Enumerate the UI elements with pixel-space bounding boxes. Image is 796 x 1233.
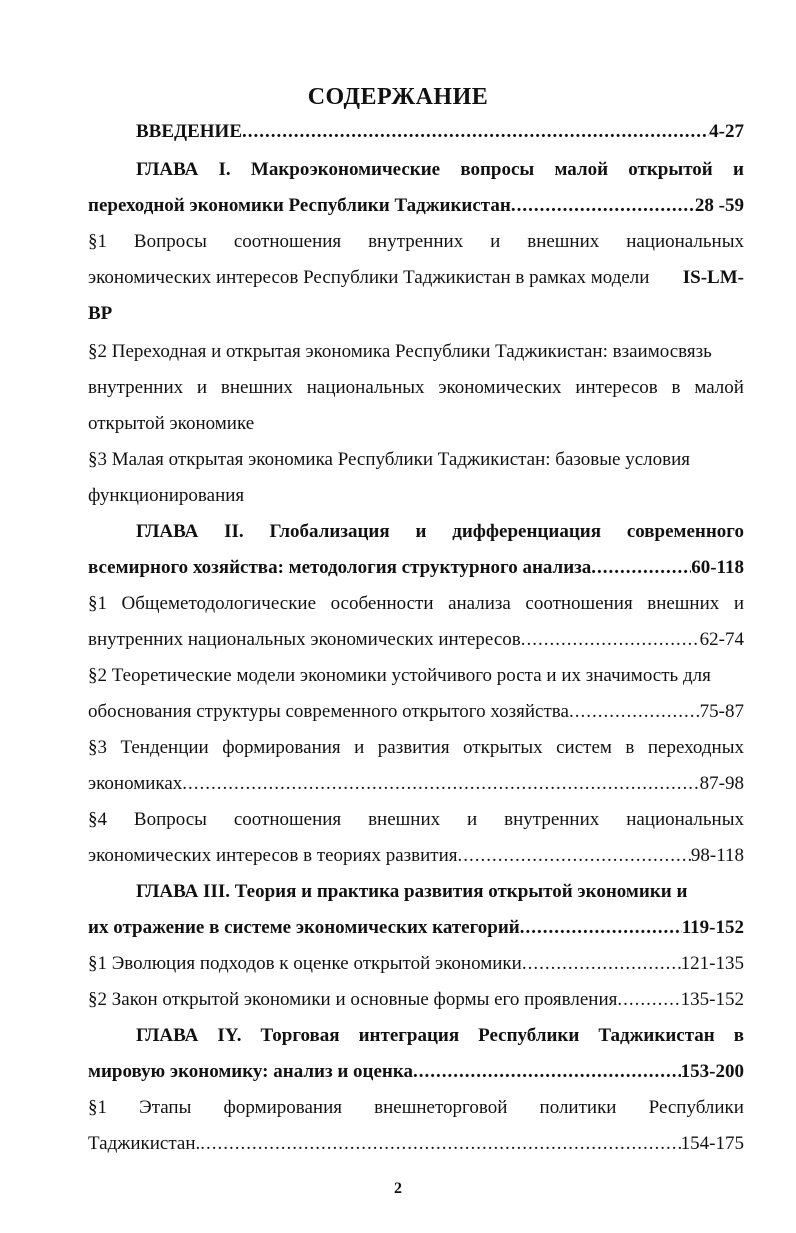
leader-dots xyxy=(520,916,682,940)
leader-dots xyxy=(200,1132,680,1156)
word: в xyxy=(733,1025,744,1046)
word: национальных xyxy=(626,809,744,830)
toc-page-range: 153-200 xyxy=(680,1061,744,1082)
toc-entry-text: §2 Закон открытой экономики и основные формы его проявления xyxy=(88,989,618,1010)
word: внутренних xyxy=(88,377,184,398)
word: Республики xyxy=(478,1025,580,1046)
word: ГЛАВА xyxy=(136,1025,199,1046)
word: внешних xyxy=(220,377,293,398)
page-title: СОДЕРЖАНИЕ xyxy=(307,84,489,110)
word: национальных xyxy=(626,231,744,252)
word: §3 xyxy=(88,737,107,758)
toc-entry-text: Таджикистан. xyxy=(88,1133,201,1154)
leader-dots xyxy=(182,772,699,796)
word: в xyxy=(671,377,681,398)
word: §1 xyxy=(88,593,107,614)
word: дифференциация xyxy=(452,521,602,542)
toc-section-2-2-line-2 xyxy=(88,700,744,724)
word: ГЛАВА xyxy=(136,521,199,542)
toc-section-3-1 xyxy=(88,952,744,976)
toc-section-1-3-line-1: §3 Малая открытая экономика Республики Таджикистан: базовые условия xyxy=(88,449,690,470)
toc-chapter-3-line-2 xyxy=(88,916,744,940)
toc-section-1-1-line-1 xyxy=(88,230,744,254)
leader-dots xyxy=(413,1060,681,1084)
word: анализа xyxy=(448,593,511,614)
leader-dots xyxy=(242,120,709,144)
toc-section-4-1-line-2 xyxy=(88,1132,744,1156)
toc-section-3-2 xyxy=(88,988,744,1012)
toc-entry-text: их отражение в системе экономических категорий xyxy=(88,917,520,938)
word: внешних xyxy=(368,809,441,830)
word: Торговая xyxy=(260,1025,340,1046)
word: §1 xyxy=(88,1097,107,1118)
leader-dots xyxy=(522,952,681,976)
leader-dots xyxy=(617,988,680,1012)
leader-dots xyxy=(591,556,691,580)
word: внешних xyxy=(647,593,720,614)
toc-chapter-3-line-1: ГЛАВА III. Теория и практика развития открытой экономики и xyxy=(136,881,688,902)
toc-section-2-4-line-1 xyxy=(88,808,744,832)
word: и xyxy=(733,593,744,614)
word: и xyxy=(732,159,744,180)
toc-section-1-3-line-2: функционирования xyxy=(88,485,245,506)
word: внешних xyxy=(527,231,600,252)
toc-section-1-1-line-3: BP xyxy=(88,303,113,324)
word: интересов xyxy=(575,377,658,398)
word: внешнеторговой xyxy=(374,1097,508,1118)
toc-chapter-2-line-2 xyxy=(88,556,744,580)
model-name: IS-LM- xyxy=(682,267,744,288)
toc-section-2-2-line-1: §2 Теоретические модели экономики устойчивого роста и их значимость для xyxy=(88,665,711,686)
word: соотношения xyxy=(233,809,342,830)
word: Тенденции xyxy=(120,737,209,758)
word: Глобализация xyxy=(269,521,390,542)
toc-section-2-1-line-1 xyxy=(88,592,744,616)
leader-dots xyxy=(458,844,691,868)
word: §4 xyxy=(88,809,107,830)
toc-page-range: 75-87 xyxy=(699,701,744,722)
toc-page-range: 28 -59 xyxy=(694,195,744,216)
word: и xyxy=(467,809,478,830)
word: II. xyxy=(224,521,244,542)
word: развития xyxy=(377,737,450,758)
word: Общеметодологические xyxy=(121,593,317,614)
word: и xyxy=(490,231,501,252)
word: вопросы xyxy=(460,159,535,180)
word: систем xyxy=(556,737,612,758)
toc-page-range: 4-27 xyxy=(709,121,744,142)
word: формирования xyxy=(223,1097,342,1118)
leader-dots xyxy=(511,194,695,218)
toc-page-range: 121-135 xyxy=(680,953,744,974)
toc-page-range: 119-152 xyxy=(681,917,744,938)
toc-page-range: 135-152 xyxy=(680,989,744,1010)
toc-section-4-1-line-1 xyxy=(88,1096,744,1120)
toc-page-range: 60-118 xyxy=(691,557,744,578)
toc-page-range: 87-98 xyxy=(699,773,744,794)
word: Макроэкономические xyxy=(250,159,441,180)
toc-chapter-4-line-1 xyxy=(136,1024,744,1048)
word: малой xyxy=(694,377,744,398)
toc-entry-text: мировую экономику: анализ и оценка xyxy=(88,1061,414,1082)
toc-section-1-1-line-2 xyxy=(88,266,744,290)
toc-section-1-2-line-2 xyxy=(88,376,744,400)
toc-page-range: 98-118 xyxy=(690,845,744,866)
word: соотношения xyxy=(233,231,342,252)
leader-dots xyxy=(521,628,700,652)
word: национальных xyxy=(306,377,425,398)
word: малой xyxy=(554,159,609,180)
word: Республики xyxy=(648,1097,744,1118)
toc-chapter-2-line-1 xyxy=(136,520,744,544)
word: современного xyxy=(626,521,744,542)
word: §1 xyxy=(88,231,107,252)
toc-entry-text: внутренних национальных экономических интересов xyxy=(88,629,521,650)
word: Таджикистан xyxy=(598,1025,715,1046)
word: и xyxy=(415,521,427,542)
toc-entry-text: экономиках xyxy=(88,773,183,794)
toc-entry-text: переходной экономики Республики Таджикистан xyxy=(88,195,511,216)
word: внутренних xyxy=(504,809,600,830)
word: I. xyxy=(218,159,231,180)
toc-entry-text: §1 Эволюция подходов к оценке открытой экономики xyxy=(88,953,522,974)
word: формирования xyxy=(222,737,341,758)
toc-entry-introduction xyxy=(136,120,744,144)
word: политики xyxy=(539,1097,617,1118)
toc-page-range: 154-175 xyxy=(680,1133,744,1154)
word: переходных xyxy=(647,737,744,758)
page-number: 2 xyxy=(394,1180,402,1197)
toc-entry-text: всемирного хозяйства: методология структурного анализа xyxy=(88,557,592,578)
toc-chapter-4-line-2 xyxy=(88,1060,744,1084)
word: в xyxy=(625,737,635,758)
toc-chapter-1-line-1 xyxy=(136,158,744,182)
toc-entry-text: обоснования структуры современного открытого хозяйства xyxy=(88,701,569,722)
word: и xyxy=(354,737,365,758)
word: особенности xyxy=(330,593,434,614)
word: открытой xyxy=(628,159,713,180)
word: ГЛАВА xyxy=(136,159,199,180)
toc-chapter-1-line-2 xyxy=(88,194,744,218)
word: интеграция xyxy=(358,1025,460,1046)
toc-section-2-1-line-2 xyxy=(88,628,744,652)
toc-section-1-2-line-1: §2 Переходная и открытая экономика Республики Таджикистан: взаимосвязь xyxy=(88,341,712,362)
toc-section-1-2-line-3: открытой экономике xyxy=(88,413,255,434)
toc-entry-text: ВВЕДЕНИЕ xyxy=(136,121,242,142)
toc-section-2-4-line-2 xyxy=(88,844,744,868)
toc-section-2-3-line-2 xyxy=(88,772,744,796)
toc-section-2-3-line-1 xyxy=(88,736,744,760)
word: Этапы xyxy=(139,1097,192,1118)
word: соотношения xyxy=(525,593,633,614)
toc-entry-text: экономических интересов в теориях развития xyxy=(88,845,458,866)
word: экономических xyxy=(438,377,562,398)
word: внутренних xyxy=(368,231,464,252)
toc-page-range: 62-74 xyxy=(699,629,744,650)
word: Вопросы xyxy=(133,231,207,252)
toc-entry-text: экономических интересов Республики Таджикистан в рамках модели xyxy=(88,267,650,288)
word: Вопросы xyxy=(133,809,207,830)
word: открытых xyxy=(463,737,543,758)
word: IY. xyxy=(217,1025,242,1046)
leader-dots xyxy=(569,700,700,724)
word: и xyxy=(196,377,208,398)
